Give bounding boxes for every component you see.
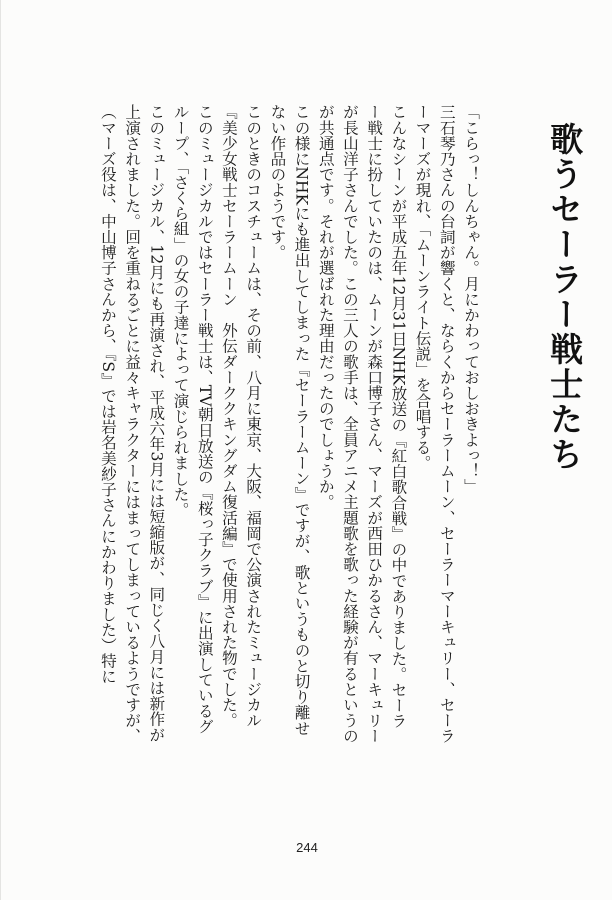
paragraph: このミュージカルではセーラー戦士は、TV朝日放送の『桜っ子クラブ』に出演しているグループ、「さくら組」の女の子達によって演じられました。 <box>171 104 214 735</box>
body-text <box>85 104 483 744</box>
page-number: 244 <box>296 840 318 855</box>
paragraph: この様にNHKにも進出してしまった『セーラームーン』ですが、歌というものと切り離せない作品のようです。 <box>268 104 311 736</box>
paragraph: 三石琴乃さんの台詞が響くと、ならくからセーラームーン、セーラーマーキュリー、セーラーマーズが現れ、「ムーンライト伝説」を合唱する。 <box>413 104 456 744</box>
paragraph: このミュージカル、12月にも再演され、平成六年3月には短縮版が、同じく八月には新作が上演されました。回を重ねるごとに益々キャラクターにはまってしまっているようですが、（マーズ役は、中山博子さんから、『S』では岩名美紗子さんにかわりました）特に <box>98 104 166 744</box>
paragraph: このときのコスチュームは、その前、八月に東京、大阪、福岡で公演されたミュージカル『美少女戦士セーラームーン 外伝ダーククキングダム復活編』で使用された物でした。 <box>219 104 263 728</box>
paragraph: こんなシーンが平成五年12月31日NHK放送の『紅白歌合戦』の中でありました。セーラー戦士に扮していたのは、ムーンが森口博子さん、マーズが西田ひかるさん、マーキュリーが長山洋子さんでした。この三人の歌手は、全員アニメ主題歌を歌った経験が有るというのが共通点です。それが選ばれた理由だったのでしょうか。 <box>316 104 408 744</box>
paragraph: 「こらっ！しんちゃん。月にかわっておしおきよっ！」 <box>462 104 480 494</box>
chapter-title: 歌うセーラー戦士たち <box>545 122 585 472</box>
